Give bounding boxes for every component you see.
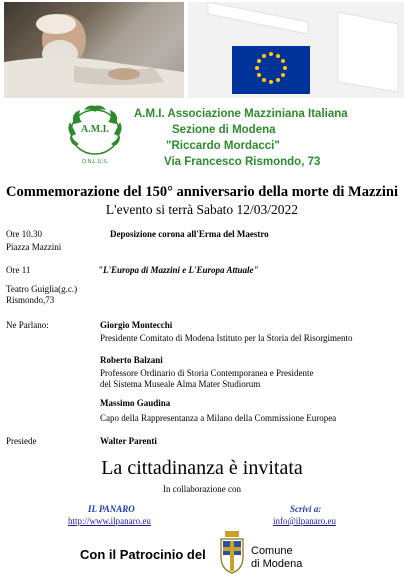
- association-name: A.M.I. Associazione Mazziniana Italiana: [134, 108, 348, 120]
- speaker-2-name: Roberto Balzani: [100, 355, 163, 365]
- ami-logo-abbr: A.M.I.: [80, 124, 110, 135]
- comune-line-2: di Modena: [251, 558, 303, 570]
- invitation-text: La cittadinanza è invitata: [101, 457, 303, 479]
- schedule-1-place: Piazza Mazzini: [6, 242, 62, 252]
- partner-name: IL PANARO: [88, 504, 135, 514]
- association-address: Via Francesco Rismondo, 73: [164, 156, 321, 168]
- speaker-2-role-line1: Professore Ordinario di Storia Contemporanea e Presidente: [100, 368, 314, 378]
- speaker-3-role: Capo della Rappresentanza a Milano della Commissione Europea: [100, 413, 337, 423]
- ami-logo: [66, 104, 124, 168]
- schedule-2-activity: "L'Europa di Mazzini e L'Europa Attuale": [98, 265, 259, 275]
- eu-commission-banner: [188, 2, 404, 98]
- event-subtitle: L'evento si terrà Sabato 12/03/2022: [105, 202, 299, 217]
- chair-label: Presiede: [6, 436, 37, 446]
- ami-logo-caption: O.N.L.U.S.: [81, 159, 109, 165]
- comune-line-1: Comune: [251, 545, 293, 557]
- schedule-1-time: Ore 10.30: [6, 229, 42, 239]
- association-section: Sezione di Modena: [172, 124, 276, 136]
- event-title: Commemorazione del 150° anniversario della morte di Mazzini: [6, 184, 398, 200]
- schedule-2-time: Ore 11: [6, 265, 31, 275]
- speaker-1-role: Presidente Comitato di Modena Istituto per la Storia del Risorgimento: [100, 333, 353, 343]
- mazzini-photo: [4, 2, 184, 98]
- speaker-2-role-line2: del Sistema Museale Alma Mater Studiorum: [100, 379, 261, 389]
- association-dedication: "Riccardo Mordacci": [166, 140, 280, 152]
- schedule-2-place-line2: Rismondo,73: [6, 295, 55, 305]
- schedule-2-place-line1: Teatro Guiglia(g.c.): [6, 284, 78, 294]
- speakers-label: Ne Parlano:: [6, 320, 49, 330]
- patronage-label: Con il Patrocinio del: [80, 547, 206, 562]
- contact-label: Scrivi a:: [290, 504, 322, 514]
- chair-name: Walter Parenti: [100, 436, 157, 446]
- speaker-3-name: Massimo Gaudina: [100, 398, 171, 408]
- contact-email-link[interactable]: info@ilpanaro.eu: [273, 516, 337, 526]
- partner-link[interactable]: http://www.ilpanaro.eu: [68, 516, 151, 526]
- speaker-1-name: Giorgio Montecchi: [100, 320, 173, 330]
- schedule-1-activity: Deposizione corona all'Erma del Maestro: [110, 229, 269, 239]
- collaboration-text: In collaborazione con: [163, 484, 241, 494]
- comune-modena-crest-icon: [219, 531, 245, 575]
